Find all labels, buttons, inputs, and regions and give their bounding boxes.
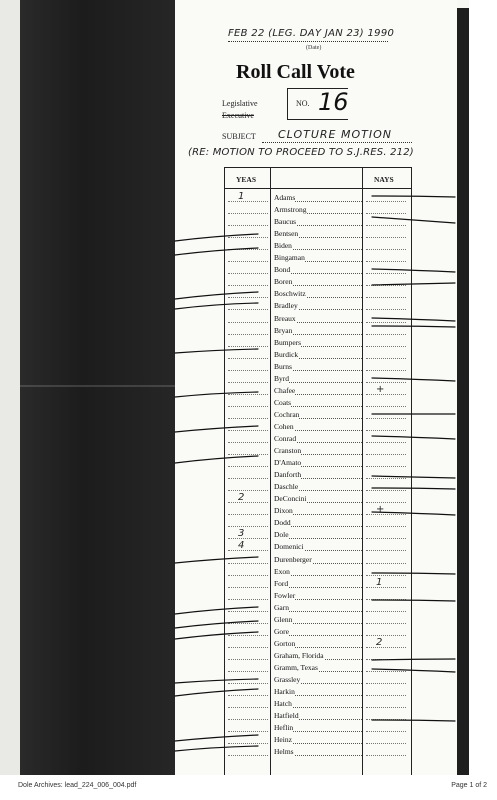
senator-name: Bingaman [274, 253, 305, 263]
senator-name: Exon [274, 566, 290, 576]
tally-stroke [372, 283, 455, 285]
subject-label: SUBJECT [222, 132, 256, 141]
nay-mark: 2 [376, 636, 383, 648]
senator-name: Gore [274, 626, 289, 636]
senator-name: Dodd [274, 518, 291, 528]
senator-name: Burns [274, 361, 292, 371]
tally-stroke [372, 318, 455, 321]
senator-name: Armstrong [274, 205, 307, 215]
senator-name: Heflin [274, 723, 294, 733]
senator-name: Gramm, Texas [274, 662, 318, 672]
senator-name: Cohen [274, 421, 294, 431]
tally-stroke [175, 349, 258, 353]
tally-stroke [175, 248, 258, 255]
senator-name: Conrad [274, 434, 297, 443]
nays-header: NAYS [374, 175, 394, 184]
senator-name: Dixon [274, 506, 293, 516]
tally-stroke [372, 378, 455, 381]
tally-stroke [175, 292, 258, 299]
tally-stroke [175, 456, 258, 463]
tally-stroke [372, 436, 455, 439]
date-caption: (Date) [306, 45, 322, 51]
senator-name: Gorton [274, 638, 296, 648]
senator-name: Coats [274, 397, 292, 407]
tally-stroke [175, 679, 258, 683]
tally-stroke [175, 303, 258, 309]
senator-name: Graham, Florida [274, 650, 324, 660]
senator-name: Byrd [274, 373, 289, 383]
vote-number-label: NO. [296, 99, 310, 108]
senator-name: Dole [274, 530, 289, 540]
tally-stroke [372, 659, 455, 660]
senator-name: Bumpers [274, 337, 302, 347]
senator-name: Bryan [274, 325, 293, 335]
senator-name: Garn [274, 602, 289, 612]
senator-name: Adams [274, 193, 296, 202]
senator-name: Boren [274, 277, 293, 287]
senator-name: Chafee [274, 385, 296, 395]
nay-mark: + [376, 383, 385, 395]
senator-name: Ford [274, 578, 289, 588]
tally-stroke [372, 512, 455, 515]
yea-mark: 1 [238, 191, 245, 202]
senator-name: D'Amato [274, 458, 302, 468]
senator-name: Boschwitz [274, 289, 306, 299]
executive-label: Executive [222, 111, 254, 120]
viewer-footer [0, 779, 497, 800]
yeas-header: YEAS [236, 175, 257, 184]
senator-name: Helms [274, 747, 294, 757]
tally-stroke [372, 269, 455, 272]
tally-stroke [372, 720, 455, 721]
tally-stroke [372, 196, 455, 197]
tally-stroke [175, 234, 258, 241]
tally-stroke [175, 689, 258, 696]
senator-name: Hatfield [274, 711, 299, 721]
yea-mark: 3 [238, 528, 245, 540]
tally-stroke [372, 488, 455, 489]
tally-stroke [175, 621, 258, 628]
document-source: Dole Archives: lead_224_006_004.pdf [18, 782, 137, 789]
yea-mark: 2 [238, 492, 245, 504]
senator-name: Grassley [274, 675, 301, 684]
senator-name: Cochran [274, 409, 300, 419]
page-title: Roll Call Vote [236, 61, 355, 83]
senator-name: Bentsen [274, 229, 299, 239]
senator-name: Hatch [274, 699, 292, 709]
senator-name: Baucus [274, 217, 297, 227]
legislative-label: Legislative [222, 99, 258, 108]
subject-value: CLOTURE MOTION [278, 128, 392, 141]
senator-name: Fowler [274, 590, 296, 600]
tally-stroke [372, 600, 455, 601]
senator-name: Bradley [274, 301, 298, 311]
page-indicator: Page 1 of 2 [451, 782, 487, 789]
date-handwritten: FEB 22 (LEG. DAY JAN 23) 1990 [228, 28, 395, 39]
yea-mark: 4 [238, 540, 245, 552]
senator-name: Glenn [274, 614, 293, 624]
senator-name: Durenberger [274, 554, 312, 564]
senator-name: Breaux [274, 313, 296, 323]
tally-stroke [175, 557, 258, 563]
nay-mark: + [376, 504, 385, 516]
tally-stroke [372, 573, 455, 574]
nay-mark: 1 [376, 576, 383, 588]
tally-stroke [175, 735, 258, 741]
tally-stroke [372, 326, 455, 327]
senator-name: DeConcini [274, 494, 307, 504]
tally-stroke [372, 476, 455, 478]
senator-name: Biden [274, 241, 292, 251]
senator-name: Domenici [274, 542, 304, 552]
tally-stroke [175, 607, 258, 614]
senator-name: Burdick [274, 349, 299, 359]
senator-name: Daschle [274, 482, 299, 492]
tally-stroke [175, 392, 258, 397]
senator-name: Cranston [274, 446, 302, 456]
tally-stroke [175, 632, 258, 639]
tally-stroke [372, 217, 455, 223]
senator-name: Heinz [274, 735, 292, 745]
subject-note: (RE: MOTION TO PROCEED TO S.J.RES. 212) [188, 147, 414, 158]
tally-stroke [175, 746, 258, 751]
vote-number-value: 16 [318, 88, 349, 116]
tally-stroke [372, 669, 455, 672]
senator-name: Danforth [274, 470, 302, 480]
senator-name: Bond [274, 265, 291, 275]
tally-stroke [175, 426, 258, 432]
senator-name: Harkin [274, 687, 295, 697]
